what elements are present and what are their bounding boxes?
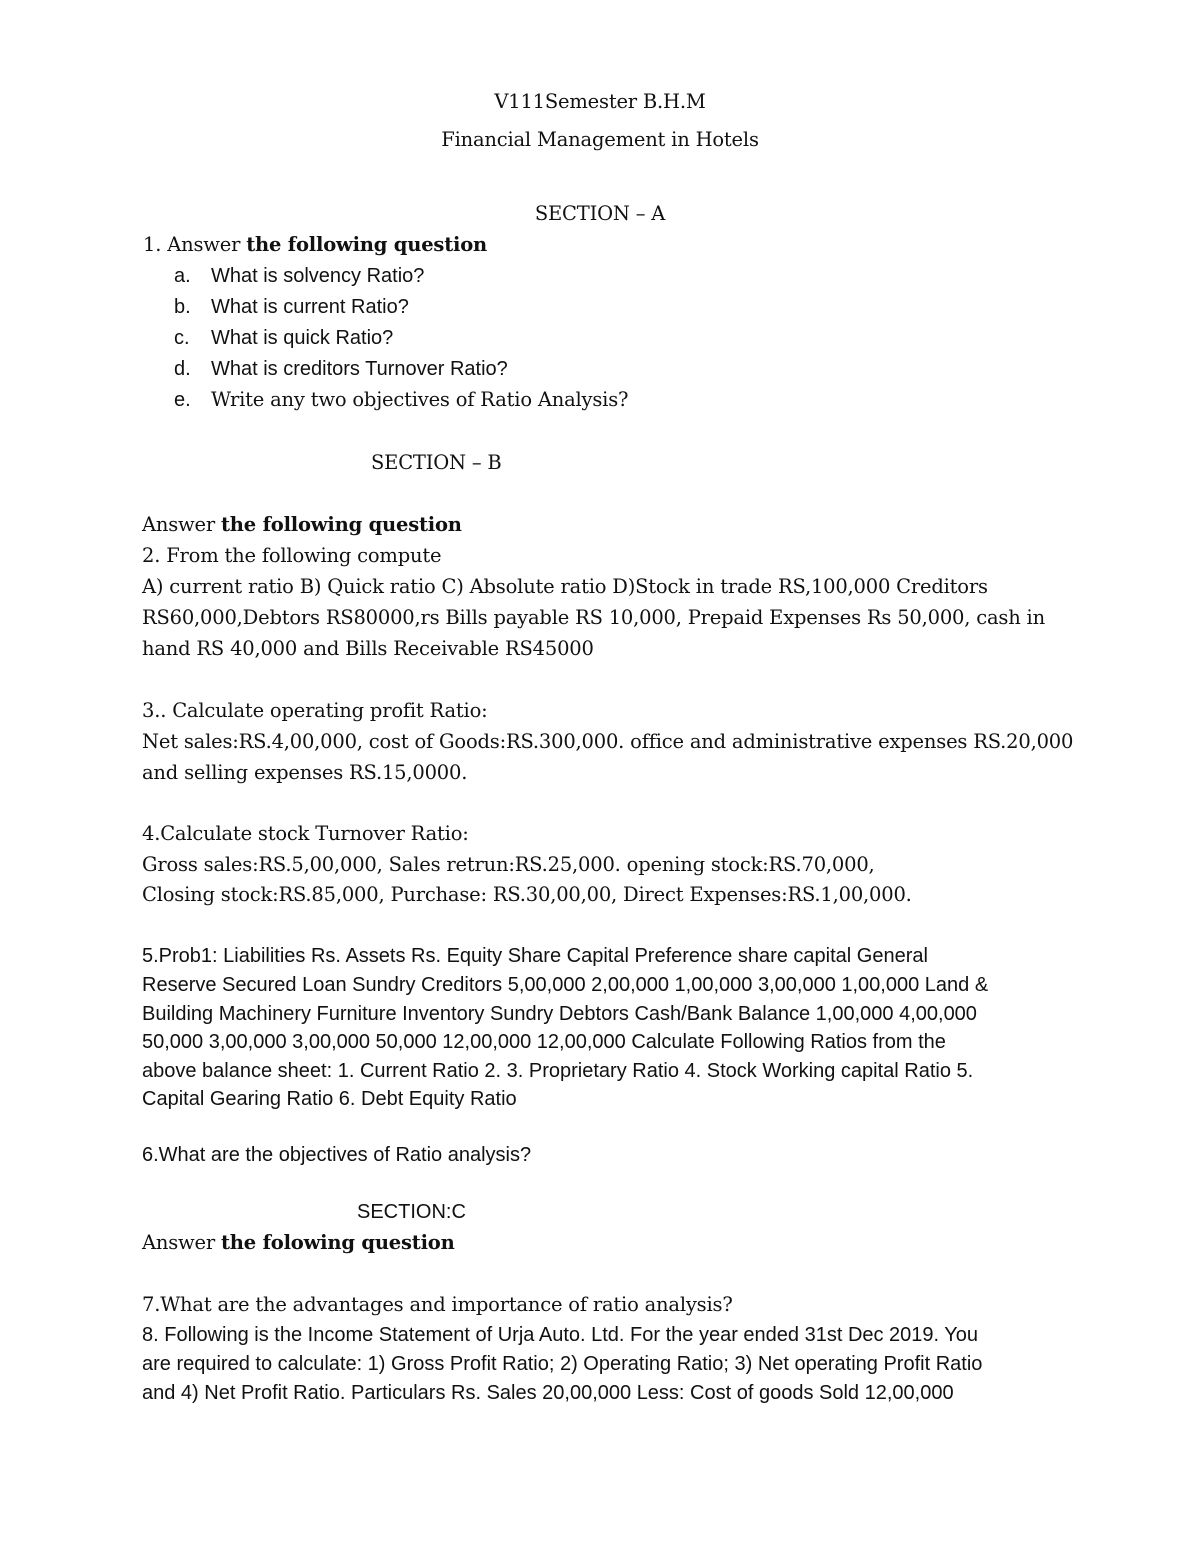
section-b-instruction: Answer the following question <box>142 513 462 536</box>
q8-text-line: and 4) Net Profit Ratio. Particulars Rs. Sales 20,00,000 Less: Cost of goods Sold 12,00,000 <box>142 1382 954 1404</box>
q2-text-line: RS60,000,Debtors RS80000,rs Bills payable RS 10,000, Prepaid Expenses Rs 50,000, cash in <box>142 606 1045 629</box>
q8-text-line: 8. Following is the Income Statement of Urja Auto. Ltd. For the year ended 31st Dec 2019. You <box>142 1324 979 1346</box>
q2-text-line: A) current ratio B) Quick ratio C) Absolute ratio D)Stock in trade RS,100,000 Creditors <box>142 575 988 598</box>
section-c-title: SECTION:C <box>357 1201 466 1223</box>
q3-heading: 3.. Calculate operating profit Ratio: <box>142 699 488 722</box>
q5-text-line: 50,000 3,00,000 3,00,000 50,000 12,00,000 12,00,000 Calculate Following Ratios from the <box>142 1031 946 1053</box>
section-c-instruction: Answer the folowing question <box>142 1231 455 1254</box>
subject-title: Financial Management in Hotels <box>441 128 759 151</box>
q6-text: 6.What are the objectives of Ratio analysis? <box>142 1144 532 1166</box>
document-page: V111Semester B.H.M Financial Management in Hotels SECTION – A 1. Answer the following question a. What is solvency Ratio? b. What is current Ratio? c. What is quick Ratio? d. What is creditors Turnover Ratio? e. Write any two objectives of Ratio Analysis? SECTION – B Answer the following question 2. From the following compute A) current ratio B) Quick ratio C) Absolute ratio D)Stock in trade RS,100,000 Creditors RS60,000,Debtors RS80000,rs Bills payable RS 10,000, Prepaid Expenses Rs 50,000, cash in hand RS 40,000 and Bills Receivable RS45000 3.. Calculate operating profit Ratio: Net sales:RS.4,00,000, cost of Goods:RS.300,000. office and administrative expenses RS.20,000 and selling expenses RS.15,0000. 4.Calculate stock Turnover Ratio: Gross sales:RS.5,00,000, Sales retrun:RS.25,000. opening stock:RS.70,000, Closing stock:RS.85,000, Purchase: RS.30,00,00, Direct Expenses:RS.1,00,000. 5.Prob1: Liabilities Rs. Assets Rs. Equity Share Capital Preference share capital General Reserve Secured Loan Sundry Creditors 5,00,000 2,00,000 1,00,000 3,00,000 1,00,000 Land & Building Machinery Furniture Inventory Sundry Debtors Cash/Bank Balance 1,00,000 4,00,000 50,000 3,00,000 3,00,000 50,000 12,00,000 12,00,000 Calculate Following Ratios from the above balance sheet: 1. Current Ratio 2. 3. Proprietary Ratio 4. Stock Working capital Ratio 5. Capital Gearing Ratio 6. Debt Equity Ratio 6.What are the objectives of Ratio analysis? SECTION:C Answer the folowing question 7.What are the advantages and importance of ratio analysis? 8. Following is the Income Statement of Urja Auto. Ltd. For the year ended 31st Dec 2019. You are required to calculate: 1) Gross Profit Ratio; 2) Operating Ratio; 3) Net operating Profit Ratio and 4) Net Profit Ratio. Particulars Rs. Sales 20,00,000 Less: Cost of goods Sold 12,00,000 <box>0 0 1200 1553</box>
section-a-title: SECTION – A <box>534 202 666 225</box>
q3-text-line: Net sales:RS.4,00,000, cost of Goods:RS.300,000. office and administrative expenses RS.20,000 <box>142 730 1074 753</box>
q3-text-line: and selling expenses RS.15,0000. <box>142 761 468 784</box>
section-b-title: SECTION – B <box>371 451 502 474</box>
q5-text-line: Capital Gearing Ratio 6. Debt Equity Ratio <box>142 1088 517 1110</box>
q8-text-line: are required to calculate: 1) Gross Profit Ratio; 2) Operating Ratio; 3) Net operating Profit Ratio <box>142 1353 983 1375</box>
q5-text-line: above balance sheet: 1. Current Ratio 2. 3. Proprietary Ratio 4. Stock Working capital Ratio 5. <box>142 1060 974 1082</box>
q7-text: 7.What are the advantages and importance of ratio analysis? <box>142 1293 733 1316</box>
semester-heading: V111Semester B.H.M <box>494 90 706 113</box>
q4-text-line: Gross sales:RS.5,00,000, Sales retrun:RS.25,000. opening stock:RS.70,000, <box>142 853 875 876</box>
q2-text-line: hand RS 40,000 and Bills Receivable RS45000 <box>142 637 594 660</box>
q4-heading: 4.Calculate stock Turnover Ratio: <box>142 822 469 845</box>
q5-text-line: Reserve Secured Loan Sundry Creditors 5,00,000 2,00,000 1,00,000 3,00,000 1,00,000 Land & <box>142 974 989 996</box>
q4-text-line: Closing stock:RS.85,000, Purchase: RS.30,00,00, Direct Expenses:RS.1,00,000. <box>142 883 912 906</box>
q2-heading: 2. From the following compute <box>142 544 442 567</box>
q5-text-line: Building Machinery Furniture Inventory Sundry Debtors Cash/Bank Balance 1,00,000 4,00,000 <box>142 1003 977 1025</box>
q5-text-line: 5.Prob1: Liabilities Rs. Assets Rs. Equity Share Capital Preference share capital General <box>142 945 928 967</box>
q1-instruction: 1. Answer the following question <box>143 233 487 256</box>
